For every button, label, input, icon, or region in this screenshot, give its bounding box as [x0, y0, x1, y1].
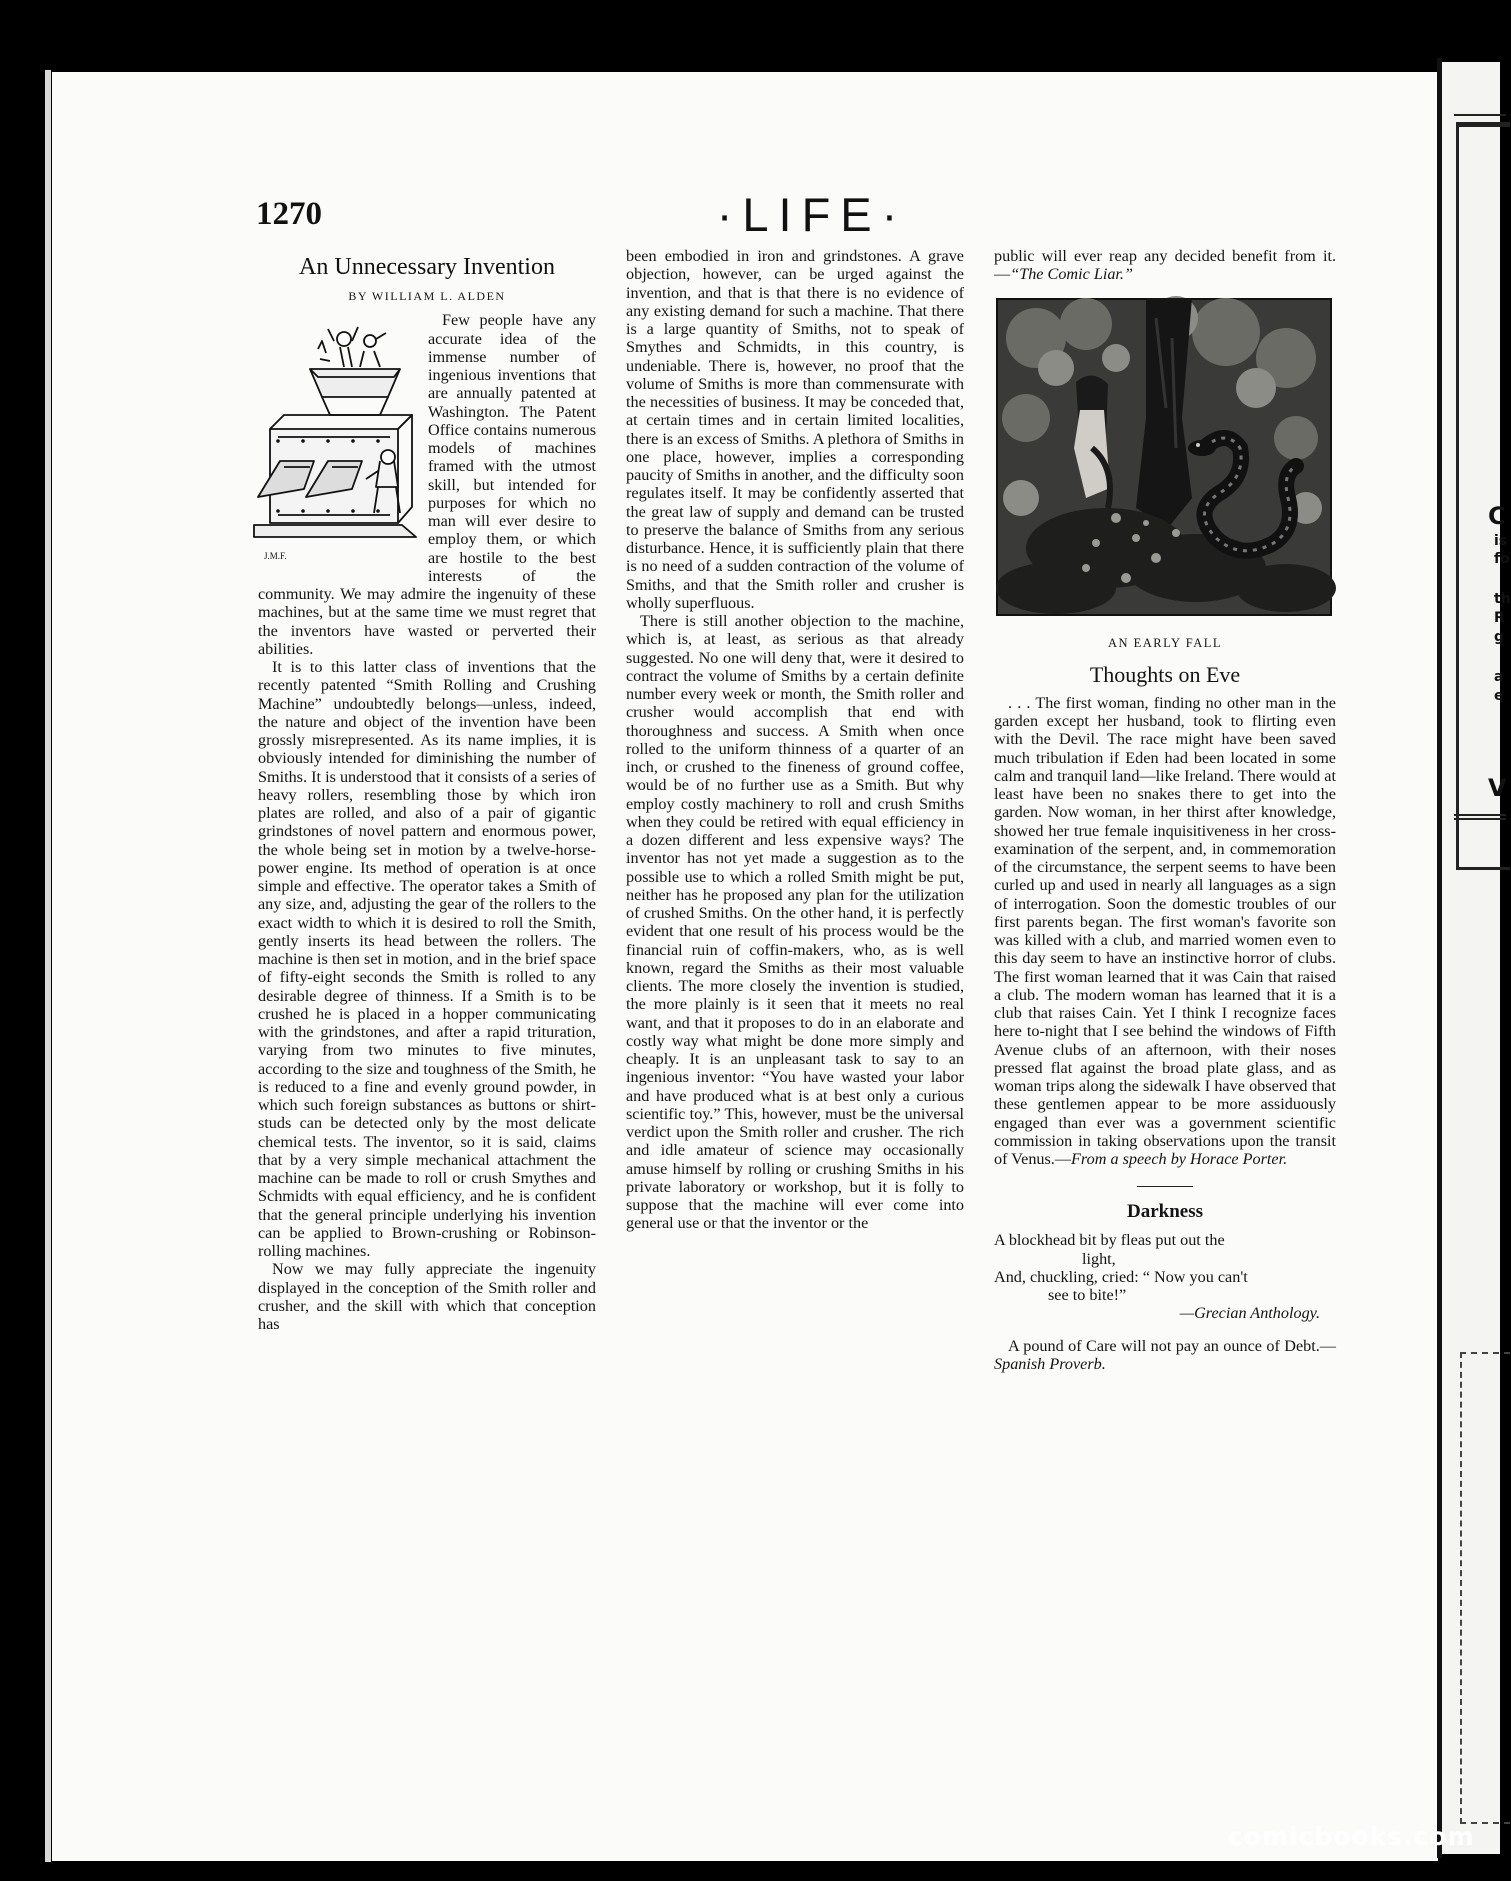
proverb — [994, 1337, 1336, 1374]
adjacent-fragment: fo — [1494, 551, 1510, 567]
adjacent-fragment: R — [1494, 610, 1505, 626]
adjacent-fragment: a — [1494, 669, 1504, 685]
article-title: An Unnecessary Invention — [299, 254, 555, 280]
page-number: 1270 — [256, 196, 322, 232]
adjacent-fragment: e — [1494, 688, 1504, 704]
article-paragraph: There is still another objection to the machine, which is, at least, as serious as that already suggested. No one will deny that, were it desired to contract the volume of Smiths by a certain definite number every week or month, the Smith roller and crusher would accomplish that end with thoroughness and success. A Smith when once rolled to the uniform thinness of a quarter of an inch, or crushed to the fineness of ground coffee, would be of no further use as a Smith. But why employ costly machinery to roll and crush Smiths when they could be retired with equal efficiency in a dozen different and less expensive ways? The inventor has not yet made a suggestion as to the possible use to which a rolled Smith might be put, neither has he proposed any plan for the utilization of crushed Smiths. On the other hand, it is perfectly evident that one result of his process would be the financial ruin of coffin-makers, who, as is well known, regard the Smiths as their most valuable clients. The more closely the invention is studied, the more plainly is it seen that it meets no real want, and that it proposes to do in an elaborate and costly way what might be done more simply and cheaply. It is an unpleasant task to say to an ingenious inventor: “You have wasted your labor and have produced what is at best only a curious scientific toy.” This, however, must be the universal verdict upon the Smith roller and crusher. The rich and idle amateur of science may occasionally amuse himself by rolling or crushing Smiths in his private laboratory or workshop, but it is folly to suppose that the machine will ever come into general use or that the inventor or the — [626, 612, 964, 1233]
adjacent-fragment: th — [1494, 591, 1511, 607]
adjacent-page-edge — [1442, 62, 1511, 1854]
article-closing-paragraph — [994, 247, 1336, 284]
poem-line: And, chuckling, cried: “ Now you can't — [994, 1267, 1248, 1286]
article-byline: BY WILLIAM L. ALDEN — [348, 289, 506, 303]
illustration-caption: AN EARLY FALL — [1107, 635, 1223, 650]
masthead: ·LIFE· — [716, 188, 908, 241]
article-title: Thoughts on Eve — [1089, 661, 1241, 687]
eve-and-serpent-illustration — [996, 298, 1332, 616]
article-column-3 — [994, 247, 1336, 1373]
article-body: . . . The first woman, finding no other man in the garden except her husband, took to flirting even with the Devil. The race might have been saved much tribulation if Eden had been located in some calm and tranquil land—like Ireland. There would at least have been no snakes there to get into the garden. Now woman, in her thirst after knowledge, showed her true female inquisitiveness in her cross-examination of the serpent, and, in commemoration of the circumstance, the serpent seems to have been curled up and used in nearly all languages as a sign of interrogation. Soon the domestic troubles of our first parents began. The first woman's favorite son was killed with a club, and married women even to this day seem to have an instinctive horror of clubs. The first woman learned that it was Cain that raised a club. The modern woman has learned that it is a club that raises Cain. Yet I think I recognize faces here to-night that I see behind the windows of Fifth Avenue clubs of an afternoon, with their noses pressed flat against the broad plate glass, and as woman trips along the sidewalk I have observed that these gentlemen appear to be more assiduously engaged than ever was a government scientific commission in taking observations upon the transit of Venus.— — [994, 693, 1336, 1168]
adjacent-page-ornament-border — [1460, 1352, 1510, 1824]
article-source: “The Comic Liar.” — [1010, 265, 1133, 284]
proverb-text: A pound of Care will not pay an ounce of Debt.— — [1008, 1336, 1336, 1355]
adjacent-page-rule — [1454, 818, 1506, 820]
section-divider — [1137, 1186, 1193, 1187]
article-paragraph: Few people have any accurate idea of the immense number of ingenious inventions that are annually patented at Washington. The Patent Office contains numerous models of machines framed with the utmost skill, but intended for purposes for which no man will ever desire to employ them, or which are hostile to the best interests of the community. We may admire the ingenuity of these machines, but at the same time we must regret that the inventors have wasted or perverted their abilities. — [258, 311, 596, 658]
adjacent-fragment: C — [1488, 502, 1506, 530]
adjacent-page-rule — [1454, 814, 1506, 816]
adjacent-page-rule — [1454, 114, 1506, 116]
adjacent-fragment: g — [1494, 629, 1505, 645]
article-closing-text: public will ever reap any decided benefit from it.— — [994, 247, 1336, 284]
poem-line: light, — [1082, 1249, 1116, 1268]
adjacent-fragment: is — [1494, 533, 1508, 549]
poem-attribution: —Grecian Anthology. — [1179, 1304, 1320, 1323]
proverb-source: Spanish Proverb. — [994, 1354, 1106, 1373]
article-paragraph: It is to this latter class of inventions that the recently patented “Smith Rolling and Crushing Machine” undoubtedly belongs—unless, indeed, the nature and object of the invention have been grossly misrepresented. As its name implies, it is obviously intended for diminishing the number of Smiths. It is understood that it consists of a series of heavy rollers, resembling those by which iron plates are rolled, and also of a pair of gigantic grindstones of novel pattern and enormous power, the whole being set in motion by a twelve-horse-power engine. Its method of operation is at once simple and effective. The operator takes a Smith of any size, and, adjusting the gear of the rollers to the exact width to which it is desired to roll the Smith, gently inserts its head between the rollers. The machine is then set in motion, and in the brief space of fifty-eight seconds the Smith is rolled to any desirable degree of thinness. If a Smith is to be crushed he is placed in a hopper communicating with the grindstones, and after a rapid trituration, varying from two minutes to five minutes, according to the size and toughness of the Smith, he is reduced to a fine and evenly ground powder, in which such foreign substances as buttons or shirt-studs can be detected only by the most delicate chemical tests. The inventor, so it is said, claims that by a very simple mechanical attachment the machine can be made to roll or crush Smythes and Schmidts with equal efficiency, and he is confident that the general principle underlying his invention can be applied to Brown-crushing or Robinson-rolling machines. — [258, 658, 596, 1260]
poem-line: see to bite!” — [1048, 1286, 1127, 1304]
article-paragraph — [994, 694, 1336, 1169]
adjacent-fragment: V — [1488, 774, 1507, 802]
poem-title: Darkness — [1126, 1201, 1203, 1223]
poem-line: A blockhead bit by fleas put out the — [994, 1231, 1225, 1250]
article-paragraph: been embodied in iron and grindstones. A grave objection, however, can be urged against the invention, and that is that there is no evidence of any existing demand for such a machine. That there is a large quantity of Smiths, not to speak of Smythes and Schmidts, in this country, is undeniable. There is, however, no proof that the volume of Smiths is more than commensurate with the necessities of business. It may be conceded that, at certain times and in certain limited localities, there is an excess of Smiths. A plethora of Smiths in one place, however, implies a corresponding paucity of Smiths in another, and the difficulty soon regulates itself. It may be confidently asserted that the great law of supply and demand can be trusted to preserve the balance of Smiths from any serious disturbance. Hence, it is sufficiently plain that there is no need of a sudden contraction of the volume of Smiths, and that the Smith roller and crusher is wholly superfluous. — [626, 247, 964, 612]
illustration-signature: J.M.F. — [264, 551, 287, 562]
article-column-1 — [258, 253, 596, 1333]
adjacent-page-box — [1456, 124, 1510, 870]
article-paragraph: Now we may fully appreciate the ingenuity displayed in the conception of the Smith roller and crusher, and the skill with which that conception has — [258, 1260, 596, 1333]
page-edge — [45, 70, 51, 1862]
article-column-2 — [626, 247, 964, 1233]
watermark: comicbooks.com — [1228, 1822, 1475, 1851]
hopper-machine-illustration — [248, 311, 418, 569]
article-source: From a speech by Horace Porter. — [1071, 1150, 1288, 1168]
